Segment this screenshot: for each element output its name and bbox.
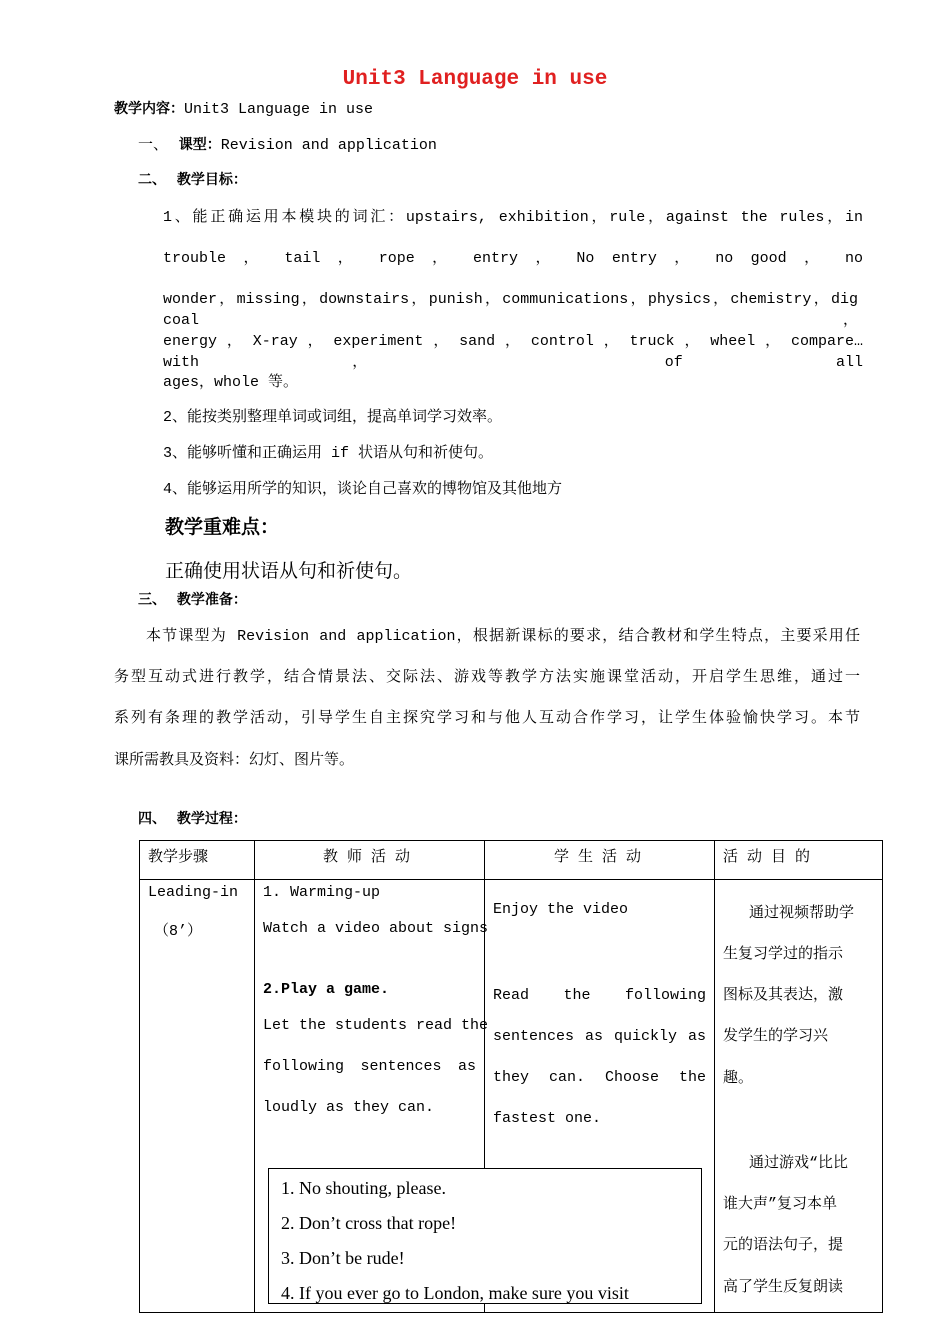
teacher-activity-2-line-1: Let the students read the [263,1017,489,1034]
purpose-1-line-5: 趣。 [723,1070,754,1087]
key-points-heading: 教学重难点： [165,516,280,538]
student-activity-2-line-1: Read the following [493,987,706,1004]
objective-2: 2、能按类别整理单词或词组，提高单词学习效率。 [163,409,503,426]
objective-1-line-4: energy ， X-ray ， experiment ， sand ， control ， truck ， wheel ， compare…with ， of all [163,333,863,371]
teacher-activity-1-text: Watch a video about signs [263,920,489,937]
sentence-box [268,1168,702,1304]
preparation-line-4: 课所需教具及资料：幻灯、图片等。 [114,752,355,769]
content-label: 教学内容： [114,101,184,117]
process-num: 四、 [138,811,166,827]
preparation-line-1: 本节课型为 Revision and application，根据新课标的要求，结合教材和学生特点，主要采用任 [146,628,860,645]
objective-1-line-2: trouble ， tail ， rope ， entry ， No entry ， no good ， no [163,250,863,267]
sentence-4: 4. If you ever go to London, make sure you visit [281,1283,629,1303]
purpose-2-line-4: 高了学生反复朗读 [723,1279,844,1296]
preparation-heading [138,589,247,609]
purpose-1-line-3: 图标及其表达，激 [723,987,844,1004]
teacher-activity-2-line-2: following sentences as [263,1058,476,1075]
teacher-activity-2-title: 2.Play a game. [263,981,390,998]
objectives-num: 二、 [138,172,166,188]
lesson-type-value: Revision and application [220,137,437,154]
header-step-label: 教学步骤 [148,849,209,866]
content-line [114,98,373,118]
sentence-3: 3. Don’t be rude! [281,1248,405,1268]
purpose-2-line-1: 通过游戏“比比 [749,1155,849,1172]
preparation-line-3: 系列有条理的教学活动，引导学生自主探究学习和与他人互动合作学习，让学生体验愉快学习。本节 [114,710,860,727]
document-title: Unit3 Language in use [342,68,608,91]
header-student-label: 学 生 活 动 [554,849,642,866]
header-teacher-label: 教 师 活 动 [323,849,411,866]
objective-4: 4、能够运用所学的知识，谈论自己喜欢的博物馆及其他地方 [163,481,563,498]
lesson-type-label: 课型： [178,137,221,153]
sentence-1: 1. No shouting, please. [281,1178,446,1198]
process-heading [138,808,247,828]
step-name: Leading-in [148,884,239,901]
cell-step [140,880,255,1313]
objective-1-line-1: 1、能正确运用本模块的词汇：upstairs, exhibition，rule，against the rules，in [163,209,863,226]
objective-1-line-5: ages，whole 等。 [163,374,299,391]
purpose-2-line-3: 元的语法句子，提 [723,1237,844,1254]
purpose-1-line-2: 生复习学过的指示 [723,946,844,963]
teacher-activity-1-title: 1. Warming-up [263,884,381,901]
content-value: Unit3 Language in use [184,101,374,118]
process-label: 教学过程： [176,811,247,827]
lesson-type-line [138,133,437,154]
key-points-text: 正确使用状语从句和祈使句。 [165,560,413,582]
preparation-num: 三、 [138,592,166,608]
student-activity-2-line-2: sentences as quickly as [493,1028,706,1045]
purpose-1-line-1: 通过视频帮助学 [749,905,855,922]
preparation-line-2: 务型互动式进行教学，结合情景法、交际法、游戏等教学方法实施课堂活动，开启学生思维，通过一 [114,669,860,686]
lesson-type-num: 一、 [138,135,169,153]
header-purpose-label: 活 动 目 的 [723,849,811,866]
purpose-1-line-4: 发学生的学习兴 [723,1028,829,1045]
objective-3: 3、能够听懂和正确运用 if 状语从句和祈使句。 [163,445,494,462]
preparation-label: 教学准备： [176,592,247,608]
teacher-activity-2-line-3: loudly as they can. [263,1099,435,1116]
student-activity-2-line-4: fastest one. [493,1110,602,1127]
objectives-label: 教学目标： [176,172,247,188]
purpose-2-line-2: 谁大声”复习本单 [723,1196,838,1213]
objective-1-line-3: wonder，missing，downstairs，punish，communications，physics，chemistry，dig coal， [163,291,858,329]
step-time: （8’） [154,923,203,940]
objectives-heading [138,169,247,189]
student-activity-1: Enjoy the video [493,901,629,918]
student-activity-2-line-3: they can. Choose the [493,1069,706,1086]
sentence-2: 2. Don’t cross that rope! [281,1213,457,1233]
